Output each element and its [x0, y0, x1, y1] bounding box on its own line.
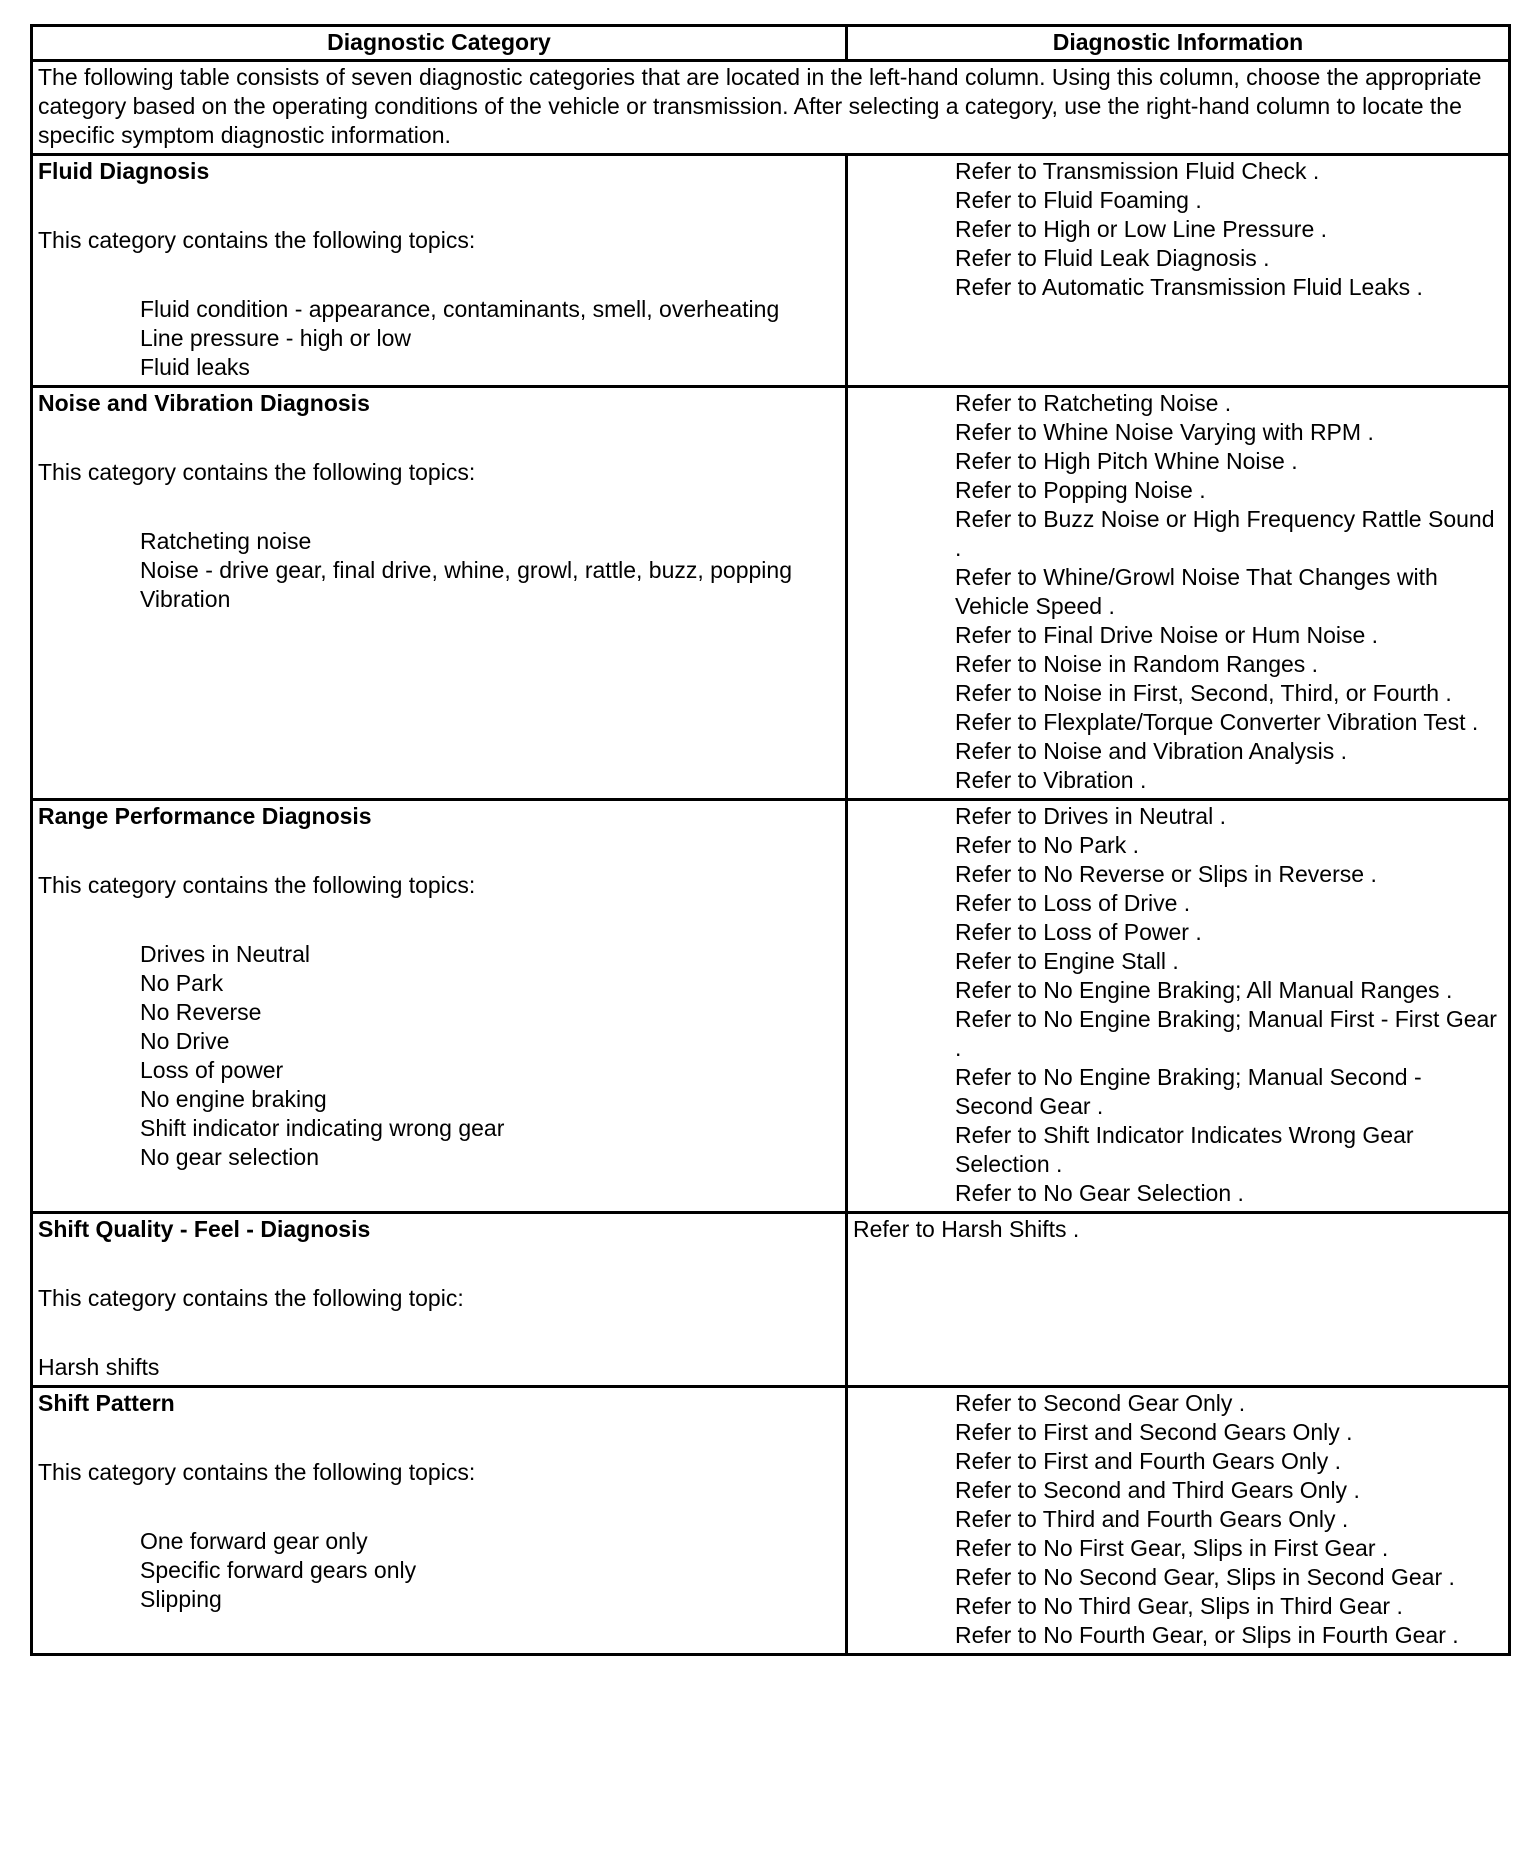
reference-item: Refer to No Engine Braking; Manual First - First Gear . [955, 1006, 1497, 1061]
topic-list [38, 940, 840, 1172]
reference-item: Refer to No Gear Selection . [955, 1180, 1244, 1206]
reference-item: Refer to No Fourth Gear, or Slips in Fourth Gear . [955, 1622, 1459, 1648]
topic-item: No engine braking [140, 1086, 327, 1112]
reference-item: Refer to Harsh Shifts . [853, 1216, 1080, 1242]
category-cell [32, 1213, 847, 1387]
topic-item: Harsh shifts [38, 1354, 160, 1380]
reference-item: Refer to No Engine Braking; All Manual Ranges . [955, 977, 1453, 1003]
topic-item: No Park [140, 970, 224, 996]
reference-list [853, 157, 1503, 302]
reference-item: Refer to Fluid Foaming . [955, 187, 1202, 213]
info-cell [847, 800, 1510, 1213]
topic-list [38, 1353, 840, 1382]
info-cell [847, 1387, 1510, 1655]
category-row [32, 1387, 1510, 1655]
reference-item: Refer to No Park . [955, 832, 1140, 858]
topic-item: Slipping [140, 1586, 222, 1612]
reference-item: Refer to Whine Noise Varying with RPM . [955, 419, 1374, 445]
reference-item: Refer to Final Drive Noise or Hum Noise . [955, 622, 1379, 648]
topic-list [38, 527, 840, 614]
header-row [32, 26, 1510, 61]
reference-item: Refer to No First Gear, Slips in First Gear . [955, 1535, 1389, 1561]
reference-item: Refer to High or Low Line Pressure . [955, 216, 1328, 242]
reference-item: Refer to Noise in Random Ranges . [955, 651, 1319, 677]
reference-list [853, 389, 1503, 795]
reference-item: Refer to No Third Gear, Slips in Third Gear . [955, 1593, 1403, 1619]
reference-item: Refer to No Engine Braking; Manual Second - Second Gear . [955, 1064, 1422, 1119]
reference-item: Refer to Third and Fourth Gears Only . [955, 1506, 1349, 1532]
category-title: Shift Pattern [38, 1390, 175, 1416]
header-diagnostic-category: Diagnostic Category [32, 26, 847, 61]
diagnostic-table [30, 24, 1511, 1656]
topic-item: Specific forward gears only [140, 1557, 417, 1583]
reference-item: Refer to Noise and Vibration Analysis . [955, 738, 1348, 764]
topic-item: Shift indicator indicating wrong gear [140, 1115, 505, 1141]
category-title: Range Performance Diagnosis [38, 803, 372, 829]
intro-text: The following table consists of seven diagnostic categories that are located in the left-hand column. Using this column, choose the appropriate category based on the operating conditions of the vehicle or transmission. After selecting a category, use the right-hand column to locate the specific symptom diagnostic information. [32, 61, 1510, 155]
category-intro: This category contains the following topics: [38, 872, 476, 898]
reference-item: Refer to Engine Stall . [955, 948, 1179, 974]
header-diagnostic-information: Diagnostic Information [847, 26, 1510, 61]
reference-item: Refer to Vibration . [955, 767, 1147, 793]
reference-item: Refer to Drives in Neutral . [955, 803, 1226, 829]
reference-item: Refer to High Pitch Whine Noise . [955, 448, 1298, 474]
reference-list [853, 1215, 1503, 1244]
reference-list [853, 1389, 1503, 1650]
reference-item: Refer to Buzz Noise or High Frequency Rattle Sound . [955, 506, 1495, 561]
info-cell [847, 387, 1510, 800]
reference-item: Refer to Transmission Fluid Check . [955, 158, 1320, 184]
topic-item: Vibration [140, 586, 231, 612]
intro-row [32, 61, 1510, 155]
reference-item: Refer to Automatic Transmission Fluid Leaks . [955, 274, 1423, 300]
topic-item: No Drive [140, 1028, 230, 1054]
category-intro: This category contains the following topics: [38, 459, 476, 485]
topic-item: Line pressure - high or low [140, 325, 412, 351]
category-row [32, 387, 1510, 800]
category-title: Fluid Diagnosis [38, 158, 210, 184]
topic-item: Loss of power [140, 1057, 284, 1083]
reference-item: Refer to First and Second Gears Only . [955, 1419, 1353, 1445]
category-row [32, 800, 1510, 1213]
topic-item: Fluid leaks [140, 354, 250, 380]
topic-item: Drives in Neutral [140, 941, 310, 967]
reference-item: Refer to Fluid Leak Diagnosis . [955, 245, 1270, 271]
reference-item: Refer to No Second Gear, Slips in Second Gear . [955, 1564, 1455, 1590]
reference-item: Refer to No Reverse or Slips in Reverse . [955, 861, 1377, 887]
reference-item: Refer to Whine/Growl Noise That Changes with Vehicle Speed . [955, 564, 1438, 619]
topic-list [38, 295, 840, 382]
reference-item: Refer to Second Gear Only . [955, 1390, 1246, 1416]
reference-item: Refer to Popping Noise . [955, 477, 1206, 503]
category-intro: This category contains the following topic: [38, 1285, 464, 1311]
info-cell [847, 155, 1510, 387]
category-cell [32, 800, 847, 1213]
topic-item: One forward gear only [140, 1528, 368, 1554]
reference-item: Refer to Noise in First, Second, Third, or Fourth . [955, 680, 1452, 706]
reference-list [853, 802, 1503, 1208]
reference-item: Refer to Loss of Drive . [955, 890, 1191, 916]
category-row [32, 155, 1510, 387]
reference-item: Refer to First and Fourth Gears Only . [955, 1448, 1342, 1474]
category-title: Shift Quality - Feel - Diagnosis [38, 1216, 371, 1242]
category-intro: This category contains the following topics: [38, 227, 476, 253]
reference-item: Refer to Flexplate/Torque Converter Vibration Test . [955, 709, 1479, 735]
topic-list [38, 1527, 840, 1614]
topic-item: No gear selection [140, 1144, 319, 1170]
category-row [32, 1213, 1510, 1387]
reference-item: Refer to Loss of Power . [955, 919, 1202, 945]
info-cell [847, 1213, 1510, 1387]
category-intro: This category contains the following topics: [38, 1459, 476, 1485]
reference-item: Refer to Second and Third Gears Only . [955, 1477, 1360, 1503]
category-cell [32, 387, 847, 800]
reference-item: Refer to Shift Indicator Indicates Wrong Gear Selection . [955, 1122, 1414, 1177]
topic-item: No Reverse [140, 999, 262, 1025]
category-cell [32, 155, 847, 387]
reference-item: Refer to Ratcheting Noise . [955, 390, 1232, 416]
category-cell [32, 1387, 847, 1655]
topic-item: Noise - drive gear, final drive, whine, growl, rattle, buzz, popping [140, 557, 792, 583]
category-title: Noise and Vibration Diagnosis [38, 390, 370, 416]
topic-item: Ratcheting noise [140, 528, 312, 554]
topic-item: Fluid condition - appearance, contaminants, smell, overheating [140, 296, 780, 322]
